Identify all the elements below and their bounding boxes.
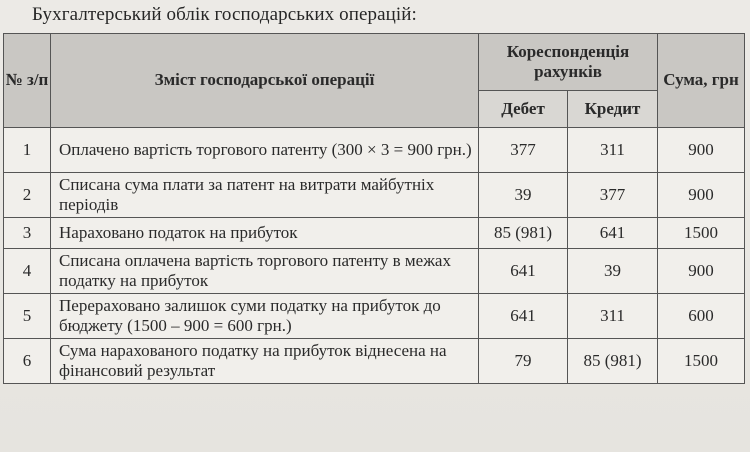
row-credit: 311 [568, 128, 658, 173]
header-debit: Дебет [479, 91, 568, 128]
row-num: 6 [4, 339, 51, 384]
row-sum: 900 [658, 173, 745, 218]
row-debit: 85 (981) [479, 218, 568, 249]
header-num: № з/п [4, 34, 51, 128]
row-content: Списана сума плати за патент на витрати майбутніх періодів [51, 173, 479, 218]
row-num: 2 [4, 173, 51, 218]
row-credit: 641 [568, 218, 658, 249]
row-num: 5 [4, 294, 51, 339]
row-sum: 1500 [658, 339, 745, 384]
row-debit: 39 [479, 173, 568, 218]
row-debit: 641 [479, 249, 568, 294]
table-row [4, 249, 745, 294]
table-row [4, 294, 745, 339]
row-content: Оплачено вартість торгового патенту (300 × 3 = 900 грн.) [51, 128, 479, 173]
row-content: Списана оплачена вартість торгового патенту в межах податку на прибуток [51, 249, 479, 294]
header-credit: Кредит [568, 91, 658, 128]
row-credit: 39 [568, 249, 658, 294]
row-content: Нараховано податок на прибуток [51, 218, 479, 249]
header-correspondence: Кореспонденція рахунків [479, 34, 658, 91]
row-credit: 85 (981) [568, 339, 658, 384]
row-sum: 600 [658, 294, 745, 339]
row-sum: 900 [658, 249, 745, 294]
row-content: Сума нарахованого податку на прибуток віднесена на фінансовий результат [51, 339, 479, 384]
row-debit: 641 [479, 294, 568, 339]
row-credit: 377 [568, 173, 658, 218]
operations-table-wrapper [3, 33, 744, 446]
table-header [4, 34, 745, 128]
row-credit: 311 [568, 294, 658, 339]
table-row [4, 218, 745, 249]
row-sum: 900 [658, 128, 745, 173]
table-row [4, 128, 745, 173]
document-heading: Бухгалтерський облік господарських операцій: [32, 4, 417, 25]
header-sum: Сума, грн [658, 34, 745, 128]
row-content: Перераховано залишок суми податку на прибуток до бюджету (1500 – 900 = 600 грн.) [51, 294, 479, 339]
table-row [4, 339, 745, 384]
row-debit: 377 [479, 128, 568, 173]
row-num: 1 [4, 128, 51, 173]
table-row [4, 173, 745, 218]
operations-table [3, 33, 745, 384]
row-debit: 79 [479, 339, 568, 384]
row-num: 3 [4, 218, 51, 249]
table-body [4, 128, 745, 384]
row-num: 4 [4, 249, 51, 294]
header-content: Зміст господарської операції [51, 34, 479, 128]
row-sum: 1500 [658, 218, 745, 249]
